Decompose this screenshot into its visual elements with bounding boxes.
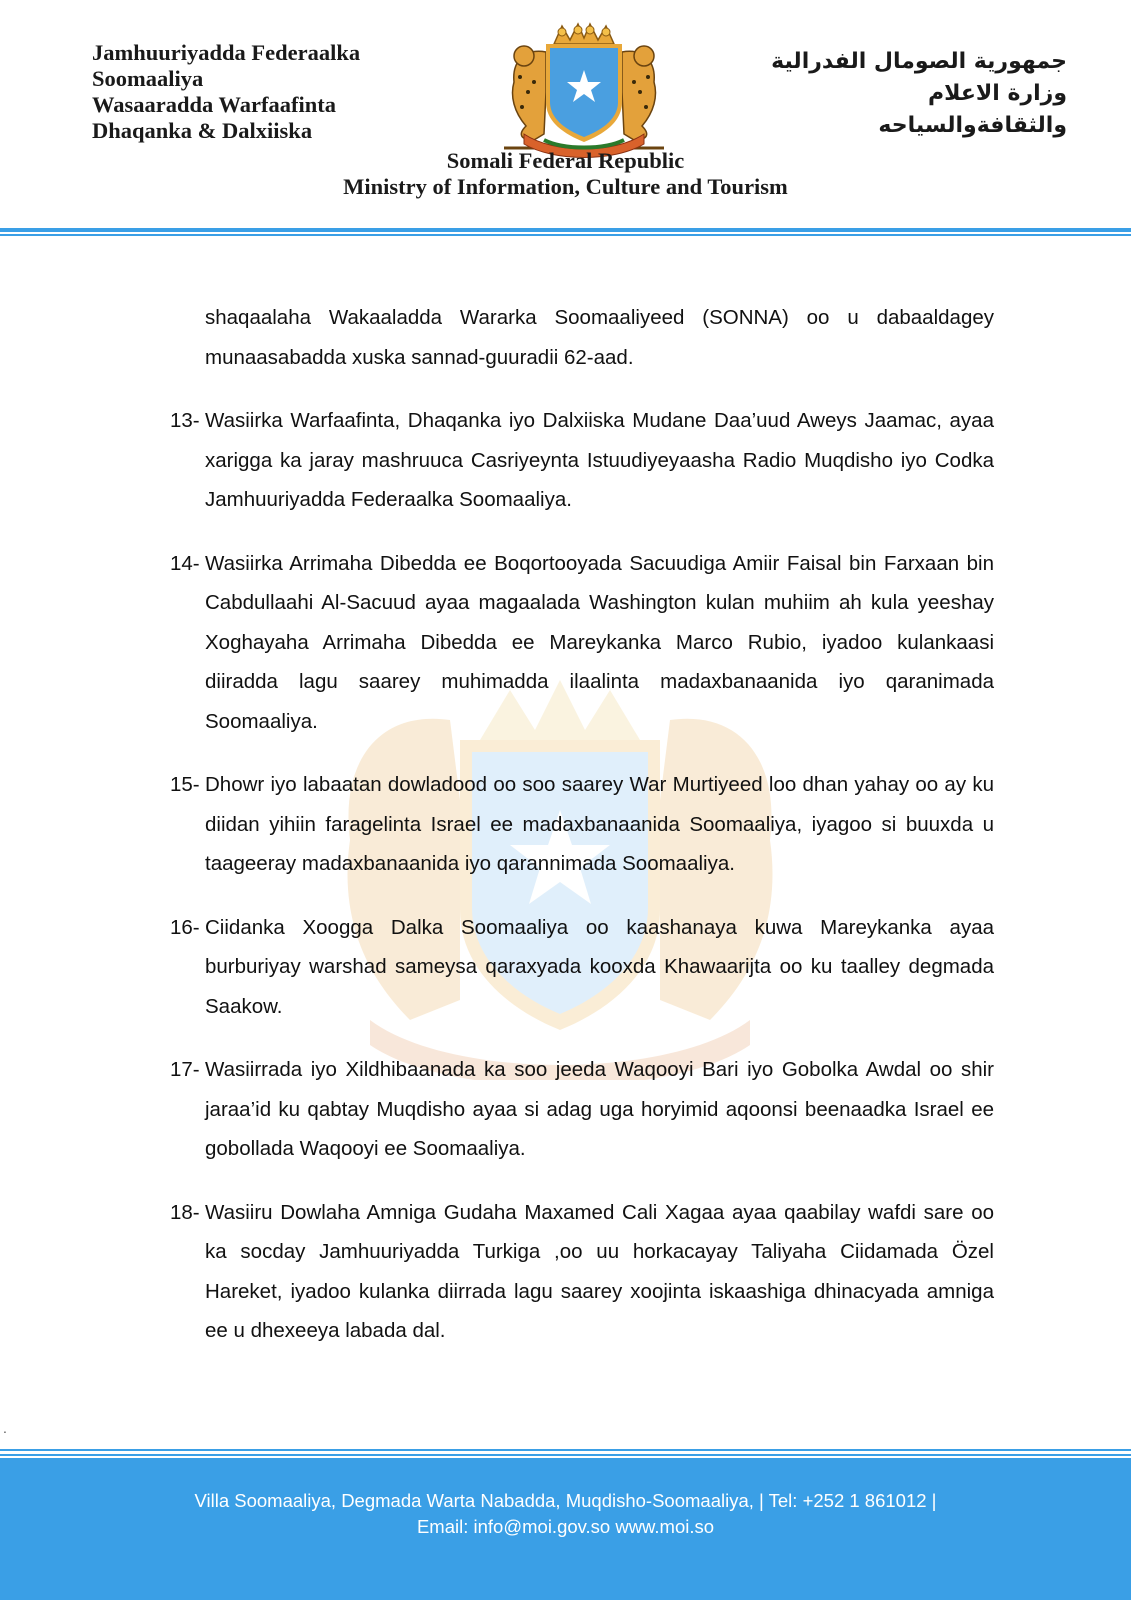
- header-right-line: والثقافةوالسياحه: [878, 113, 1067, 138]
- header-right-line: وزارة الاعلام: [928, 81, 1067, 106]
- item-text: shaqaalaha Wakaaladda Wararka Soomaaliyeed (SONNA) oo u dabaaldagey munaasabadda xuska sannad-guuradii 62-aad.: [205, 306, 994, 369]
- header-left-line: Wasaaradda Warfaafinta: [92, 92, 336, 117]
- item-number: 15-: [170, 773, 200, 796]
- item-text: Wasiirka Warfaafinta, Dhaqanka iyo Dalxiiska Mudane Daa’uud Aweys Jaamac, ayaa xarigga ka jaray mashruuca Casriyeynta Istuudiyeyaasha Radio Muqdisho iyo Codka Jamhuuriyadda Federaalka Soomaaliya.: [205, 409, 994, 511]
- footer-contact: Email: info@moi.gov.so www.moi.so: [416, 1516, 715, 1537]
- footer: [0, 1458, 1131, 1600]
- item-number: 14-: [170, 551, 200, 575]
- header-somali-title: [92, 40, 360, 144]
- bulletin-body: [170, 298, 994, 1375]
- footer-divider: [0, 1449, 1131, 1451]
- item-text: Wasiirka Arrimaha Dibedda ee Boqortooyada Sacuudiga Amiir Faisal bin Farxaan bin Cabdullaahi Al-Sacuud ayaa magaalada Washington kulan muhiim ah kula yeeshay Xoghayaha Arrimaha Dibedda ee Mareykanka Marco Rubio, iyadoo kulankaasi diiradda lagu saarey muhimadda ilaalinta madaxbanaanida iyo qaranimada Soomaaliya.: [205, 551, 994, 733]
- item-number: 17-: [170, 1058, 200, 1081]
- somalia-coat-of-arms-icon: [484, 22, 684, 162]
- footer-divider-thin: [0, 1454, 1131, 1456]
- item-text: Ciidanka Xoogga Dalka Soomaaliya oo kaashanaya kuwa Mareykanka ayaa burburiyay warshad sameysa qaraxyada kooxda Khawaarijta oo ku taalley degmada Saakow.: [205, 915, 994, 1018]
- news-item: [170, 298, 994, 377]
- header-center-line: Somali Federal Republic: [446, 148, 685, 173]
- item-number: 13-: [170, 409, 200, 432]
- news-item: [170, 544, 994, 742]
- footer-address: Villa Soomaaliya, Degmada Warta Nabadda, Muqdisho-Soomaaliya, | Tel: +252 1 861012 |: [194, 1490, 937, 1511]
- item-number: [170, 298, 205, 377]
- header-divider-thin: [0, 234, 1131, 236]
- news-item: [170, 1050, 994, 1169]
- item-text: Wasiirrada iyo Xildhibaanada ka soo jeeda Waqooyi Bari iyo Gobolka Awdal oo shir jaraa’id ku qabtay Muqdisho ayaa si adag uga horyimid aqoonsi beenaadka Israel ee gobollada Waqooyi ee Soomaaliya.: [205, 1058, 994, 1160]
- news-item: [170, 765, 994, 884]
- stray-mark: .: [3, 1420, 7, 1436]
- news-item: [170, 1193, 994, 1351]
- header-right-line: جمهورية الصومال الفدرالية: [771, 49, 1067, 74]
- item-number: 16-: [170, 915, 200, 939]
- item-text: Dhowr iyo labaatan dowladood oo soo saarey War Murtiyeed loo dhan yahay oo ay ku diidan yihiin faragelinta Israel ee madaxbanaanida Soomaaliya, iyagoo si buuxda u taageeray madaxbanaanida iyo qarannimada Soomaaliya.: [205, 773, 994, 875]
- item-text: Wasiiru Dowlaha Amniga Gudaha Maxamed Cali Xagaa ayaa qaabilay wafdi sare oo ka socday Jamhuuriyadda Turkiga ,oo uu horkacayay Taliyaha Ciidamada Özel Hareket, iyadoo kulanka diirrada lagu saarey xoojinta iskaashiga dhinacyada amniga ee u dhexeeya labada dal.: [205, 1200, 994, 1342]
- news-item: [170, 908, 994, 1027]
- news-item: [170, 401, 994, 520]
- header-center-line: Ministry of Information, Culture and Tourism: [343, 174, 788, 199]
- header-left-line: Dhaqanka & Dalxiiska: [92, 118, 313, 143]
- header-left-line: Soomaaliya: [92, 66, 204, 91]
- header-left-line: Jamhuuriyadda Federaalka: [92, 40, 361, 65]
- header-arabic-title: [771, 46, 1067, 142]
- header-english-title: [0, 148, 1131, 200]
- item-number: 18-: [170, 1200, 200, 1224]
- header-divider: [0, 228, 1131, 232]
